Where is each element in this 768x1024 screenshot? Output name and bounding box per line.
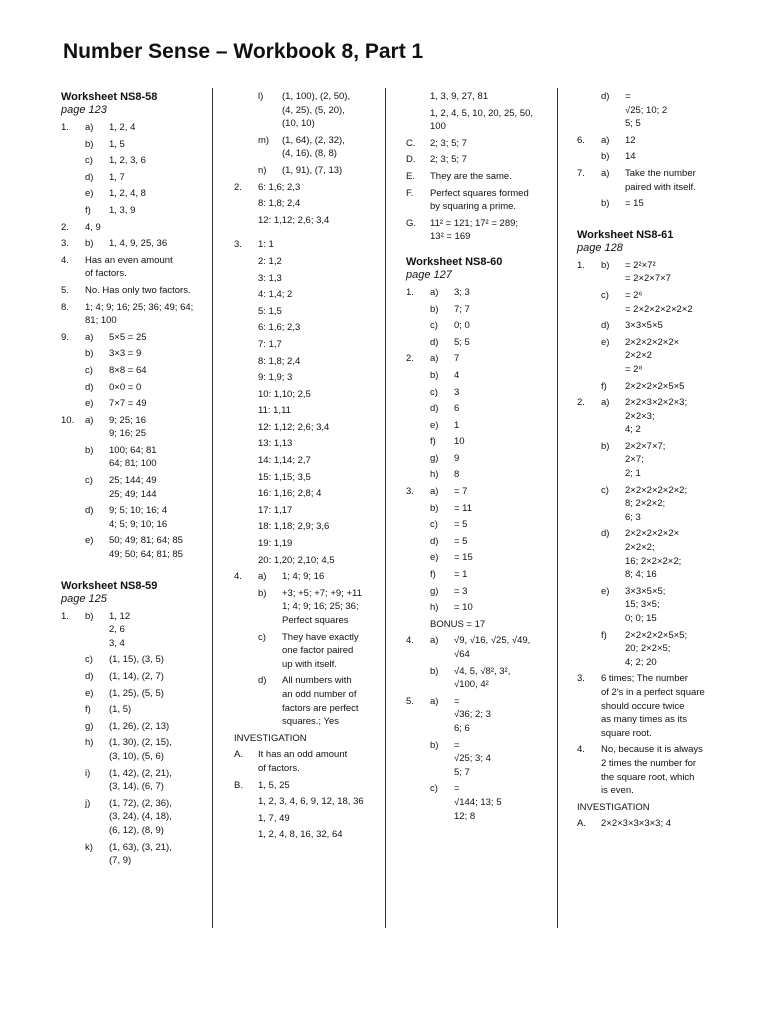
answer-item: d) 6	[430, 403, 460, 415]
bonus-answer: BONUS = 17	[430, 618, 486, 630]
answer-item: c) = √144; 13; 5 12; 8	[430, 783, 502, 822]
worksheet-title: Worksheet NS8-60	[406, 255, 503, 268]
answer-item: g) 9	[430, 452, 460, 464]
answer-item: 4. Has an even amount of factors.	[61, 254, 173, 280]
answer-item: c) 3	[430, 386, 460, 398]
answer-item: 8: 1,8; 2,4	[258, 198, 301, 210]
answer-item: C. 2; 3; 5; 7	[406, 137, 467, 149]
answer-item: 19: 1,19	[258, 538, 293, 550]
answer-item: c) 2×2×2×2×2×2; 8; 2×2×2; 6; 3	[601, 484, 688, 523]
answer-item: 4: 1,4; 2	[258, 289, 293, 301]
answer-item: 5. a) = √36; 2; 3 6; 6	[406, 695, 491, 734]
answer-item: 5. No. Has only two factors.	[61, 284, 191, 296]
answer-item: b) 3×3 = 9	[85, 348, 142, 360]
answer-item: d) 9; 5; 10; 16; 4 4; 5; 9; 10; 16	[85, 505, 168, 530]
answer-item: 3: 1,3	[258, 272, 282, 284]
answer-item: e) 50; 49; 81; 64; 85 49; 50; 64; 81; 85	[85, 535, 183, 561]
answer-item: 2. 6: 1,6; 2,3	[234, 181, 301, 193]
investigation-heading: INVESTIGATION	[577, 801, 650, 813]
answer-item: 2. 4, 9	[61, 221, 101, 233]
answer-item: 14: 1,14; 2,7	[258, 455, 311, 467]
answer-item: c) 0; 0	[430, 320, 470, 332]
answer-item: d) All numbers with an odd number of factors are perfect squares.; Yes	[258, 675, 359, 728]
worksheet-title: Worksheet NS8-61	[577, 228, 674, 241]
answer-item: c) 8×8 = 64	[85, 364, 147, 376]
answer-item: 9. a) 5×5 = 25	[61, 331, 147, 343]
answer-item: 13: 1,13	[258, 438, 293, 450]
answer-item: b) +3; +5; +7; +9; +11 1; 4; 9; 16; 25; 36; Perfect squares	[258, 587, 362, 626]
answer-item: d) 0×0 = 0	[85, 381, 142, 393]
answer-item: k) (1, 63), (3, 21), (7, 9)	[85, 841, 172, 867]
answer-item: b) = √25; 3; 4 5; 7	[430, 739, 491, 778]
worksheet-page: page 125	[61, 592, 107, 605]
answer-item: b) = 11	[430, 502, 473, 514]
answer-item: i) (1, 42), (2, 21), (3, 14), (6, 7)	[85, 767, 172, 793]
answer-item: m) (1, 64), (2, 32), (4, 16), (8, 8)	[258, 134, 345, 160]
answer-item: 16: 1,16; 2,8; 4	[258, 488, 322, 500]
answer-item: 3. a) = 7	[406, 486, 468, 498]
answer-item: 1, 3, 9, 27, 81	[430, 91, 489, 102]
answer-item: 1. a) 1, 2, 4	[61, 122, 136, 133]
answer-item: f) = 1	[430, 569, 468, 581]
answer-item: c) They have exactly one factor paired up with itself.	[258, 631, 359, 670]
answer-item: f) 10	[430, 436, 465, 448]
answer-item: 18: 1,18; 2,9; 3,6	[258, 521, 330, 533]
answer-item: l) (1, 100), (2, 50), (4, 25), (5, 20), (10, 10)	[258, 91, 351, 130]
answer-item: 1. a) 3; 3	[406, 286, 470, 298]
answer-item: 5: 1,5	[258, 305, 282, 317]
answer-item: 6. a) 12	[577, 134, 636, 146]
worksheet-page: page 128	[577, 241, 623, 254]
answer-item: 8: 1,8; 2,4	[258, 355, 301, 367]
answer-item: d) (1, 14), (2, 7)	[85, 671, 164, 682]
answer-item: 2: 1,2	[258, 255, 282, 267]
answer-item: b) 1, 5	[85, 138, 125, 150]
answer-item: c) = 2⁶ = 2×2×2×2×2×2	[601, 289, 693, 315]
answer-item: 15: 1,15; 3,5	[258, 471, 311, 483]
answer-item: 8. 1; 4; 9; 16; 25; 36; 49; 64; 81; 100	[61, 301, 194, 327]
page-title: Number Sense – Workbook 8, Part 1	[63, 40, 424, 63]
answer-item: G. 11² = 121; 17² = 289; 13² = 169	[406, 217, 519, 243]
answer-item: 9: 1,9; 3	[258, 372, 293, 384]
answer-item: b) 100; 64; 81 64; 81; 100	[85, 444, 157, 470]
answer-item: 2. a) 2×2×3×2×2×3; 2×2×3; 4; 2	[577, 397, 688, 436]
answer-item: d) 3×3×5×5	[601, 320, 663, 332]
answer-item: h) = 10	[430, 602, 473, 614]
column-2	[234, 90, 384, 845]
answer-item: b) √4, 5, √8², 3², √100, 4²	[430, 665, 511, 691]
answer-item: 3. 6 times; The number of 2's in a perfect square should occure twice as many times as its square root.	[577, 673, 705, 739]
answer-item: c) 1, 2, 3, 6	[85, 155, 146, 167]
answer-item: 10. a) 9; 25; 16 9; 16; 25	[61, 414, 146, 440]
answer-item: 12: 1,12; 2,6; 3,4	[258, 421, 330, 433]
answer-item: d) 2×2×2×2×2× 2×2×2; 16; 2×2×2×2; 8; 4; 16	[601, 528, 682, 581]
answer-item: h) 8	[430, 469, 460, 481]
answer-item: d) 5; 5	[430, 336, 470, 348]
answer-item: e) 1	[430, 419, 460, 431]
answer-item: 4. a) 1; 4; 9; 16	[234, 571, 325, 583]
answer-item: h) (1, 30), (2, 15), (3, 10), (5, 6)	[85, 737, 172, 762]
answer-item: d) = √25; 10; 2 5; 5	[601, 91, 668, 130]
answer-item: c) 25; 144; 49 25; 49; 144	[85, 475, 157, 500]
column-3	[406, 90, 556, 826]
answer-item: b) 14	[601, 151, 636, 163]
answer-item: B. 1, 5, 25	[234, 779, 290, 791]
answer-item: 17: 1,17	[258, 504, 293, 516]
answer-item: A. 2×2×3×3×3×3; 4	[577, 818, 672, 830]
answer-item: 1, 2, 4, 5, 10, 20, 25, 50, 100	[430, 107, 533, 133]
answer-item: 11: 1,11	[258, 405, 291, 417]
column-1	[61, 90, 209, 871]
answer-item: c) (1, 15), (3, 5)	[85, 654, 164, 666]
column-divider	[212, 88, 213, 928]
answer-item: d) = 5	[430, 535, 468, 547]
answer-item: F. Perfect squares formed by squaring a prime.	[406, 187, 529, 213]
answer-item: 2. a) 7	[406, 353, 460, 365]
answer-item: 7. a) Take the number paired with itself.	[577, 167, 696, 193]
answer-item: e) = 15	[430, 552, 473, 564]
answer-item: b) 7; 7	[430, 303, 470, 315]
answer-item: 12: 1,12; 2,6; 3,4	[258, 214, 330, 226]
column-4	[577, 90, 747, 834]
answer-item: 4. No, because it is always 2 times the number for the square root, which is even.	[577, 744, 703, 797]
answer-item: 1, 2, 3, 4, 6, 9, 12, 18, 36	[258, 796, 364, 808]
answer-item: f) (1, 5)	[85, 704, 132, 716]
answer-item: 3. 1: 1	[234, 239, 274, 251]
answer-item: j) (1, 72), (2, 36), (3, 24), (4, 18), (6, 12), (8, 9)	[85, 797, 172, 836]
answer-item: e) 3×3×5×5; 15; 3×5; 0; 0; 15	[601, 585, 666, 624]
column-divider	[557, 88, 558, 928]
answer-item: d) 1, 7	[85, 171, 125, 183]
answer-item: e) (1, 25), (5, 5)	[85, 687, 164, 699]
answer-item: 1, 2, 4, 8, 16, 32, 64	[258, 829, 343, 841]
answer-item: 6: 1,6; 2,3	[258, 322, 301, 334]
answer-item: e) 2×2×2×2×2× 2×2×2 = 2⁸	[601, 336, 680, 375]
answer-item: 1. b) 1, 12 2, 6 3, 4	[61, 610, 131, 649]
column-divider	[385, 88, 386, 928]
answer-item: f) 1, 3, 9	[85, 204, 136, 216]
answer-item: g) (1, 26), (2, 13)	[85, 720, 170, 732]
answer-item: g) = 3	[430, 585, 468, 597]
answer-item: f) 2×2×2×2×5×5; 20; 2×2×5; 4; 2; 20	[601, 629, 688, 668]
answer-item: 1. b) = 2²×7² = 2×2×7×7	[577, 259, 671, 285]
answer-item: 20: 1,20; 2,10; 4,5	[258, 554, 335, 566]
answer-item: e) 1, 2, 4, 8	[85, 188, 146, 200]
answer-item: f) 2×2×2×2×5×5	[601, 380, 685, 392]
answer-item: 10: 1,10; 2,5	[258, 388, 311, 400]
answer-item: 4. a) √9, √16, √25, √49, √64	[406, 635, 531, 660]
answer-item: c) = 5	[430, 519, 468, 531]
answer-item: 1, 7, 49	[258, 812, 290, 824]
worksheet-page: page 123	[61, 104, 107, 116]
answer-item: b) 2×2×7×7; 2×7; 2; 1	[601, 440, 666, 480]
answer-item: 3. b) 1, 4, 9, 25, 36	[61, 238, 168, 250]
answer-item: A. It has an odd amount of factors.	[234, 749, 348, 774]
answer-item: e) 7×7 = 49	[85, 398, 147, 410]
answer-item: E. They are the same.	[406, 170, 512, 182]
worksheet-title: Worksheet NS8-59	[61, 579, 158, 592]
answer-item: b) 4	[430, 369, 460, 381]
worksheet-title: Worksheet NS8-58	[61, 91, 158, 103]
answer-item: n) (1, 91), (7, 13)	[258, 164, 343, 176]
answer-item: 7: 1,7	[258, 338, 282, 350]
investigation-heading: INVESTIGATION	[234, 732, 307, 744]
worksheet-page: page 127	[406, 268, 452, 281]
answer-item: b) = 15	[601, 198, 644, 210]
answer-item: D. 2; 3; 5; 7	[406, 154, 467, 166]
